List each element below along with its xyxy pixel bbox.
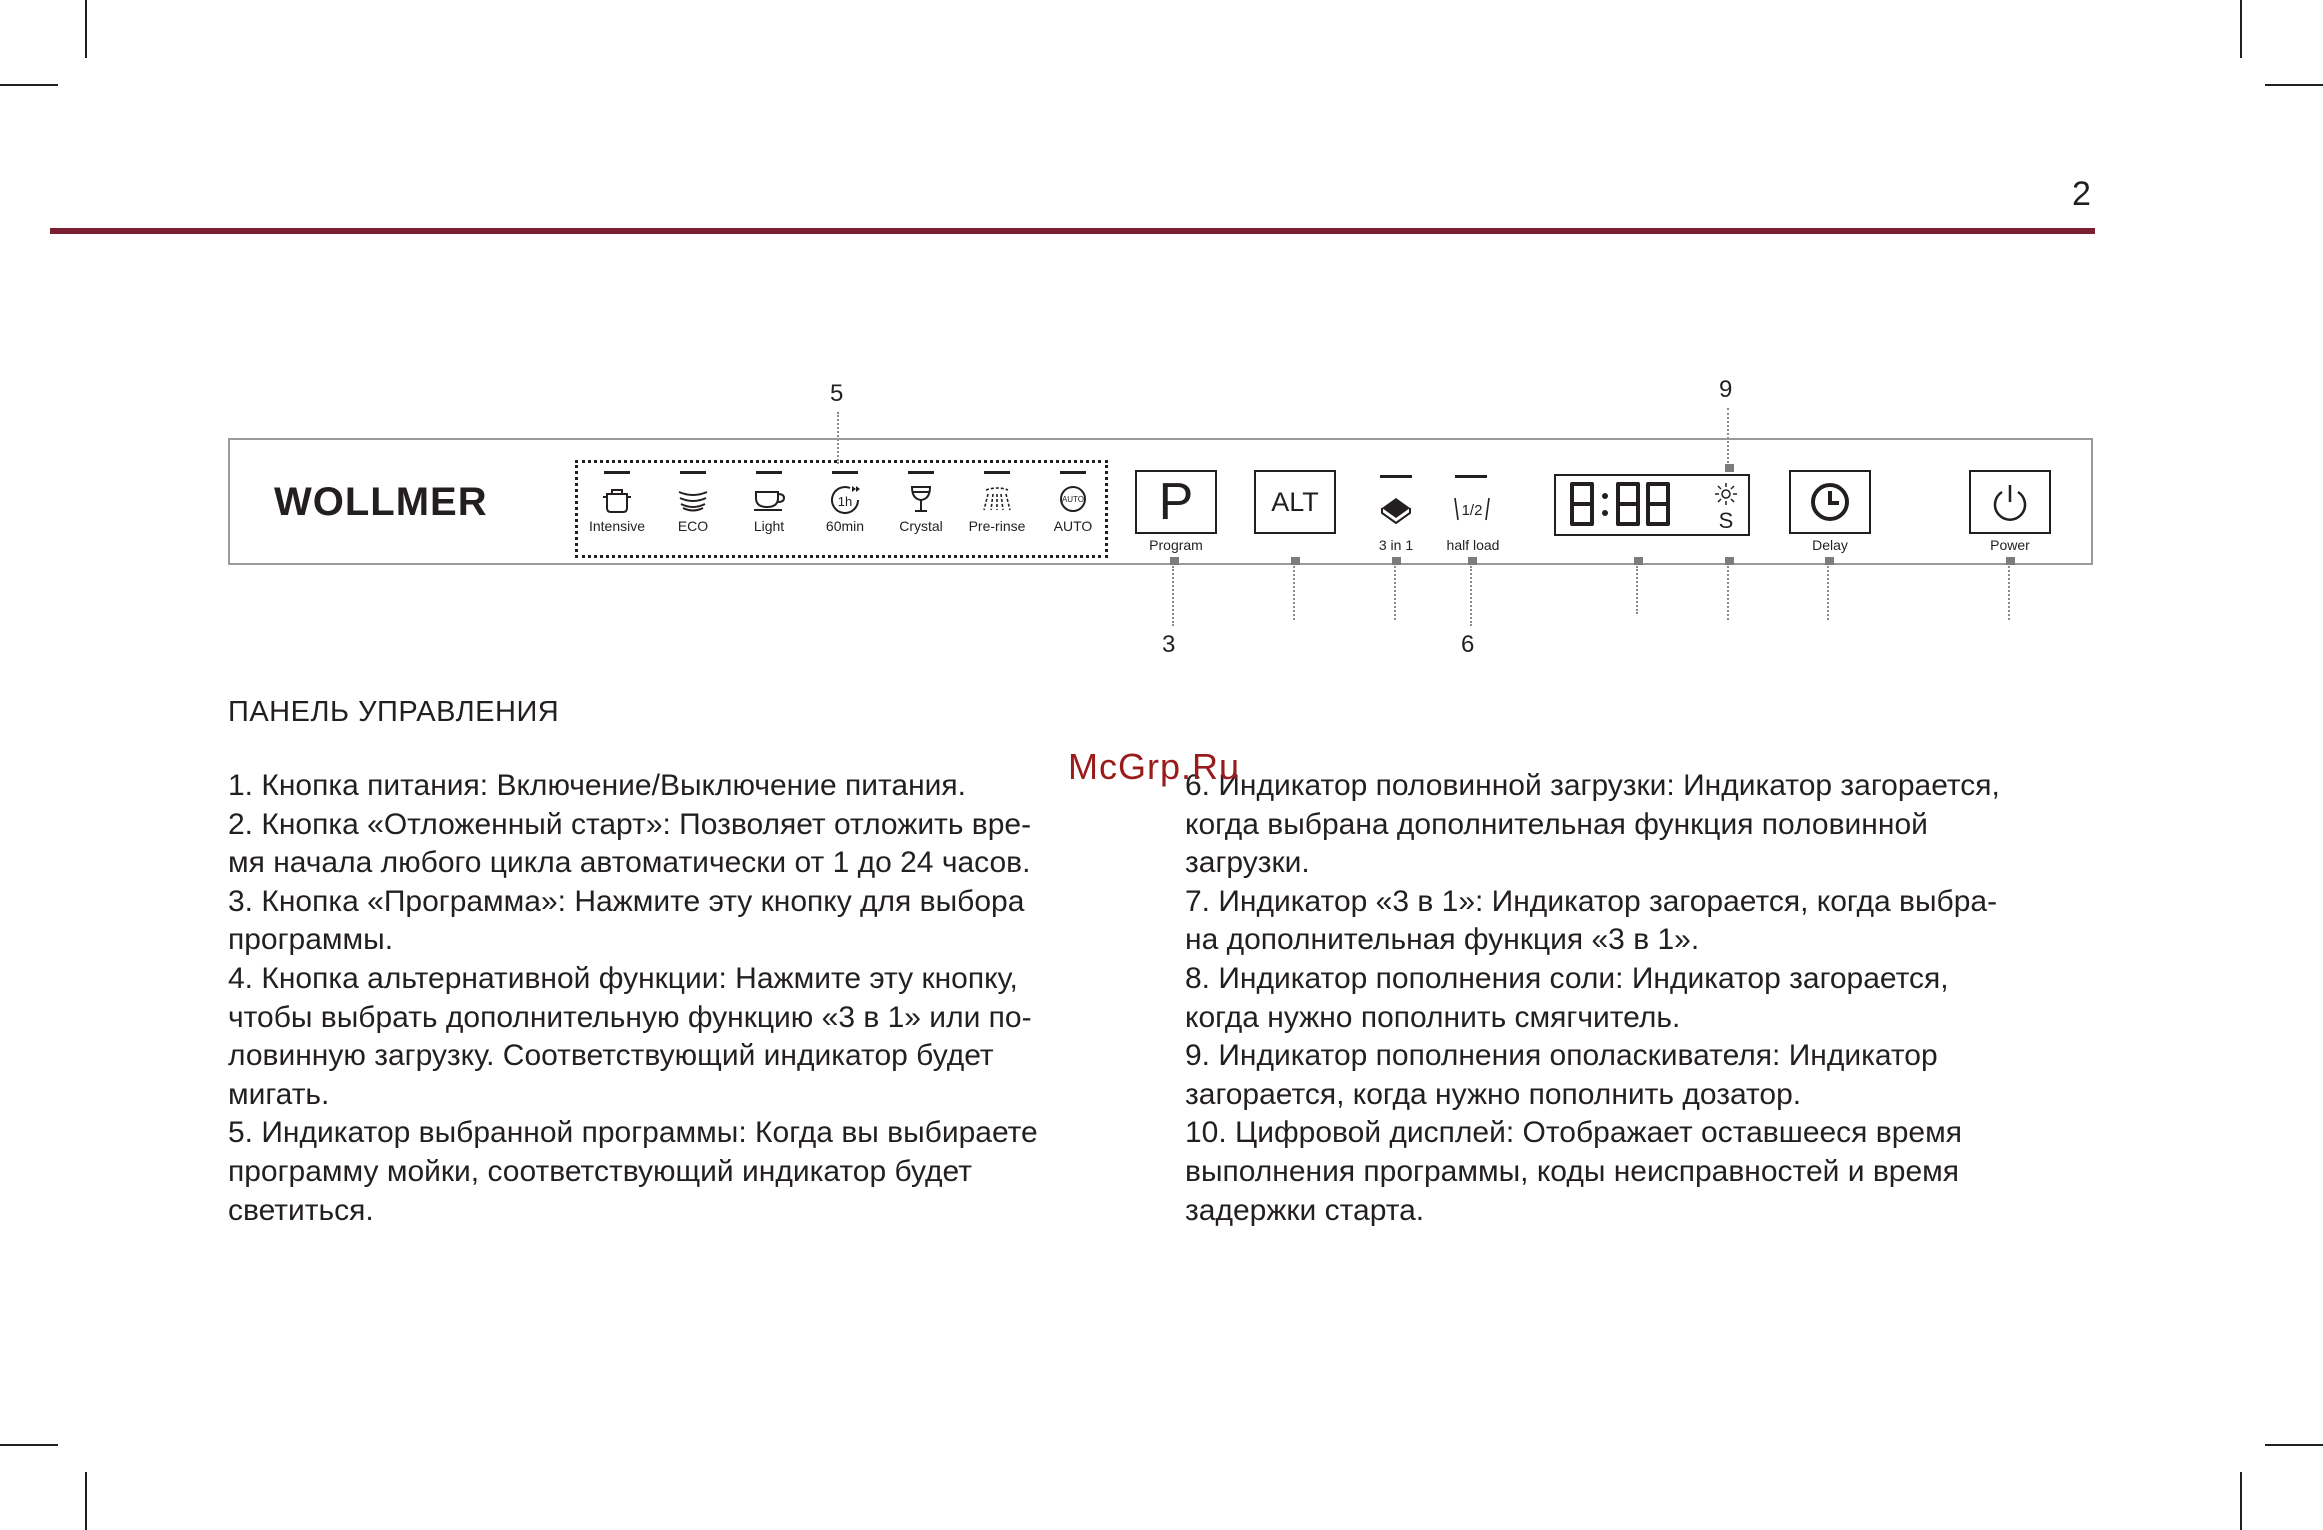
program-60min[interactable] [807,463,883,534]
text-line: 1. Кнопка питания: Включение/Выключение питания. [228,769,966,802]
indicator-dot-2 [1825,557,1834,565]
text-line: программу мойки, соответствующий индикатор будет [228,1154,972,1188]
svg-text:1/2: 1/2 [1461,502,1483,519]
delay-button[interactable] [1789,470,1871,534]
program-intensive[interactable] [579,463,655,534]
indicator-dot-9 [1725,557,1734,565]
delay-button-label: Delay [1812,537,1848,553]
program-indicator-dash [756,471,782,474]
brand-logo: WOLLMER [274,480,488,524]
eco-stack-icon [676,484,710,514]
crop-mark [2240,1472,2242,1530]
text-line: на дополнительная функция «3 в 1». [1185,923,1700,957]
program-indicator-dash [1060,471,1086,474]
text-line: чтобы выбрать дополнительную функцию «3 в 1» или по- [228,1000,1032,1034]
section-heading: ПАНЕЛЬ УПРАВЛЕНИЯ [228,696,560,728]
text-line: мигать. [228,1077,330,1111]
text-line: когда выбрана дополнительная функция половинной [1185,807,1928,841]
leader-line-8 [1636,566,1638,614]
description-column-left [228,767,1148,1230]
text-line: 4. Кнопка альтернативной функции: Нажмите эту кнопку, [228,961,1018,995]
indicator-dot-1 [2006,557,2015,565]
program-indicator-dash [984,471,1010,474]
program-indicator-group [575,460,1108,558]
text-line: 7. Индикатор «3 в 1»: Индикатор загорается, когда выбра- [1185,884,1998,918]
text-line: 5. Индикатор выбранной программы: Когда вы выбираете [228,1116,1038,1150]
control-panel [228,438,2093,565]
crop-mark [2240,0,2242,58]
description-column-right [1185,767,2115,1230]
callout-9: 9 [1719,376,1733,403]
alt-button[interactable]: ALT [1254,470,1336,534]
indicator-dot-9-top [1725,464,1734,472]
text-line: 9. Индикатор пополнения ополаскивателя: Индикатор [1185,1039,1938,1073]
seven-segment-digits [1556,476,1748,534]
half-load-indicator-dash [1455,475,1487,478]
power-button-label: Power [1990,537,2030,553]
indicator-dot-8 [1634,557,1643,565]
wine-glass-icon [904,484,938,514]
program-label: 60min [825,518,865,534]
program-button-label: Program [1149,537,1203,553]
leader-line-4 [1293,566,1295,620]
crop-mark [0,1444,58,1446]
half-load-label: half load [1446,537,1500,553]
program-label: AUTO [1053,518,1093,534]
text-line: ловинную загрузку. Соответствующий индикатор будет [228,1039,994,1073]
crop-mark [2265,84,2323,86]
svg-text:AUTO: AUTO [1061,495,1085,504]
power-button[interactable] [1969,470,2051,534]
program-label: Crystal [899,518,943,534]
svg-text:1h: 1h [837,494,853,509]
leader-line-7 [1394,566,1396,620]
indicator-dot-6 [1468,557,1477,565]
program-label: Pre-rinse [968,518,1026,534]
auto-icon [1056,484,1090,514]
leader-line-3 [1172,566,1174,626]
program-light[interactable] [731,463,807,534]
program-label: Light [753,518,785,534]
program-indicator-dash [832,471,858,474]
program-label: Intensive [588,518,646,534]
header-rule [50,228,2095,234]
text-line: загрузки. [1185,846,1310,880]
crop-mark [85,0,87,58]
one-hour-icon [828,484,862,514]
callout-3: 3 [1162,631,1176,658]
program-auto[interactable] [1035,463,1111,534]
text-line: задержки старта. [1185,1193,1425,1227]
text-line: 8. Индикатор пополнения соли: Индикатор загорается, [1185,961,1949,995]
text-line: светиться. [228,1193,374,1227]
digital-display [1554,474,1750,536]
page-number: 2 [2072,175,2091,213]
crop-mark [85,1472,87,1530]
text-line: мя начала любого цикла автоматически от 1 до 24 часов. [228,846,1031,880]
callout-5: 5 [830,380,844,407]
program-indicator-dash [908,471,934,474]
callout-6: 6 [1461,631,1475,658]
crop-mark [2265,1444,2323,1446]
program-eco[interactable] [655,463,731,534]
program-indicator-dash [604,471,630,474]
leader-line-2 [1827,566,1829,620]
tablet-icon [1378,494,1414,526]
indicator-dot-3 [1170,557,1179,565]
three-in-one-indicator-dash [1380,475,1412,478]
indicator-dot-4 [1291,557,1300,565]
leader-line-6 [1470,566,1472,626]
leader-line-1 [2008,566,2010,620]
three-in-one-label: 3 in 1 [1378,537,1414,553]
cup-icon [752,484,786,514]
crop-mark [0,84,58,86]
pot-icon [600,484,634,514]
indicator-dot-7 [1392,557,1401,565]
svg-text:S: S [1718,508,1734,533]
shower-icon [980,484,1014,514]
watermark: McGrp.Ru [1068,746,1241,787]
text-line: 2. Кнопка «Отложенный старт»: Позволяет отложить вре- [228,807,1032,841]
half-load-icon [1452,494,1492,524]
program-label: ECO [677,518,709,534]
text-line: когда нужно пополнить смягчитель. [1185,1000,1681,1034]
text-line: 6. Индикатор половинной загрузки: Индикатор загорается, [1185,769,2000,802]
text-line: программы. [228,923,394,957]
text-line: загорается, когда нужно пополнить дозатор. [1185,1077,1802,1111]
clock-icon [1808,480,1852,524]
program-crystal[interactable] [883,463,959,534]
power-icon [1988,480,2032,524]
text-line: 3. Кнопка «Программа»: Нажмите эту кнопку для выбора [228,884,1025,918]
leader-line-10 [1727,566,1729,620]
program-button[interactable]: P [1135,470,1217,534]
program-pre-rinse[interactable] [959,463,1035,534]
text-line: 10. Цифровой дисплей: Отображает оставшееся время [1185,1116,1962,1150]
text-line: выполнения программы, коды неисправностей и время [1185,1154,1959,1188]
program-indicator-dash [680,471,706,474]
